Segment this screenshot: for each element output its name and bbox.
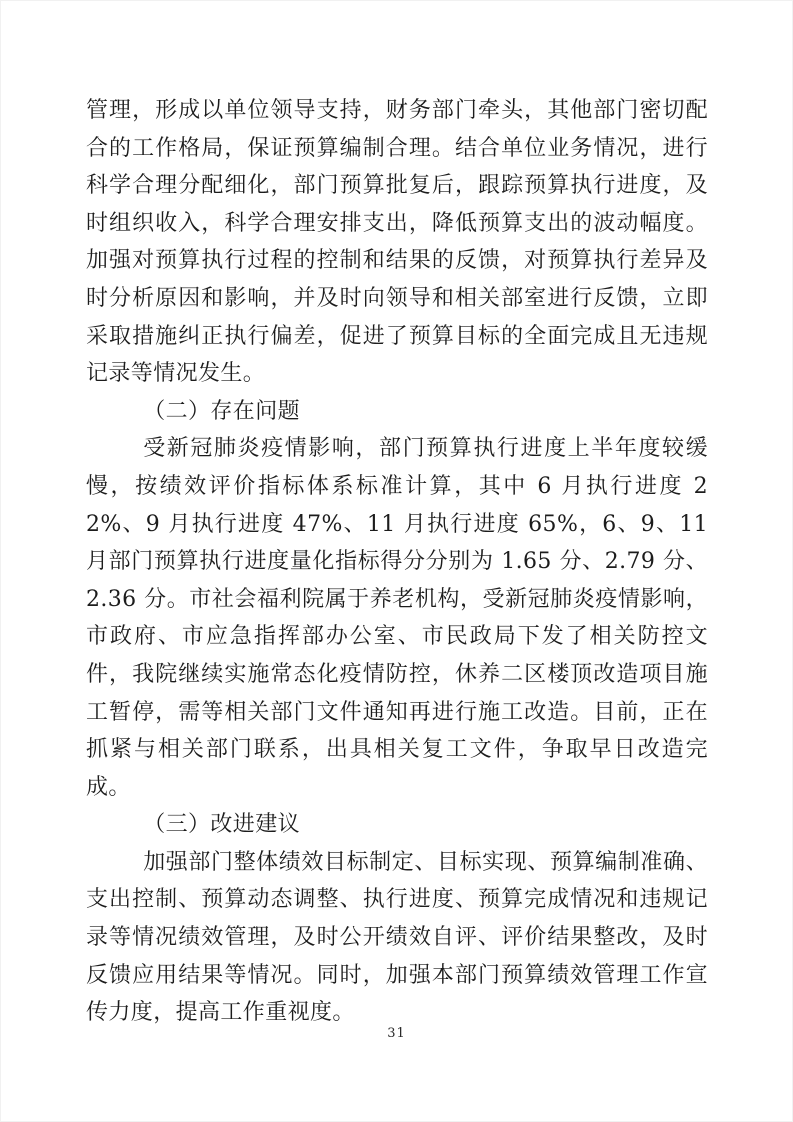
body-paragraph: 加强部门整体绩效目标制定、目标实现、预算编制准确、支出控制、预算动态调整、执行进度、预算完成情况和违规记录等情况绩效管理，及时公开绩效自评、评价结果整改，及时反馈应用结果等情况。同时，加强本部门预算绩效管理工作宣传力度，提高工作重视度。 bbox=[86, 849, 708, 1026]
body-paragraph: 受新冠肺炎疫情影响，部门预算执行进度上半年度较缓慢，按绩效评价指标体系标准计算，其中 6 月执行进度 22%、9 月执行进度 47%、11 月执行进度 65%，6、9、11 月部门预算执行进度量化指标得分分别为 1.65 分、2.79 分、2.36 分。市社会福利院属于养老机构，受新冠肺炎疫情影响，市政府、市应急指挥部办公室、市民政局下发了相关防控文件，我院继续实施常态化疫情防控，休养二区楼顶改造项目施工暂停，需等相关部门文件通知再进行施工改造。目前，正在抓紧与相关部门联系，出具相关复工文件，争取早日改造完成。 bbox=[86, 436, 708, 800]
page-footer bbox=[1, 1022, 792, 1041]
section-heading: （三）改进建议 bbox=[143, 812, 300, 838]
document-body bbox=[86, 92, 708, 1032]
page-number: 31 bbox=[387, 1026, 406, 1041]
section-heading: （二）存在问题 bbox=[143, 398, 300, 424]
body-paragraph: 管理，形成以单位领导支持，财务部门牵头，其他部门密切配合的工作格局，保证预算编制合理。结合单位业务情况，进行科学合理分配细化，部门预算批复后，跟踪预算执行进度，及时组织收入，科学合理安排支出，降低预算支出的波动幅度。加强对预算执行过程的控制和结果的反馈，对预算执行差异及时分析原因和影响，并及时向领导和相关部室进行反馈，立即采取措施纠正执行偏差，促进了预算目标的全面完成且无违规记录等情况发生。 bbox=[86, 98, 708, 387]
